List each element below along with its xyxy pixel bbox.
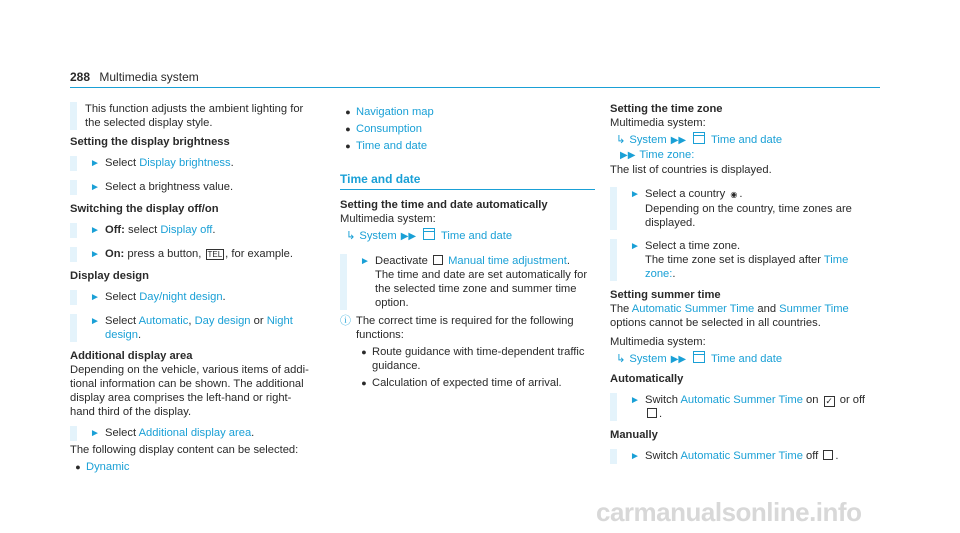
time-and-date-link[interactable]: Time and date xyxy=(710,353,783,365)
menu-path xyxy=(616,351,865,367)
checkbox-empty-icon xyxy=(647,408,657,418)
night-text: Night xyxy=(266,315,293,327)
note-item: Route guidance with time-dependent traffic guidance. xyxy=(372,346,585,372)
step-text: Switch xyxy=(645,450,678,462)
heading-design: Display design xyxy=(70,270,149,282)
path-hook-icon: ↳ xyxy=(346,230,356,242)
step-text: or off xyxy=(839,394,866,406)
note-text: functions: xyxy=(356,329,404,341)
time-zone-link[interactable]: Time zone: xyxy=(639,149,695,161)
design-text: design xyxy=(105,329,138,341)
time-and-date-link[interactable]: Time and date xyxy=(356,140,428,152)
bullet-icon: ● xyxy=(361,347,367,357)
step-additional: ► Select Additional display area. xyxy=(70,426,325,441)
step-arrow-icon: ► xyxy=(90,225,100,236)
step-arrow-icon: ► xyxy=(90,249,100,260)
calendar-icon xyxy=(693,351,705,363)
info-icon: ⓘ xyxy=(340,315,351,327)
info-note xyxy=(340,314,595,393)
forward-icon: ▶▶ xyxy=(670,354,687,365)
time-and-date-link[interactable]: Time and date xyxy=(440,230,513,242)
body-text: The xyxy=(610,303,630,315)
body-line: Multimedia system: xyxy=(610,336,706,348)
body-line: display area comprises the left-hand or right- xyxy=(70,392,292,404)
page-title: Multimedia system xyxy=(99,70,199,84)
forward-icon: ▶▶ xyxy=(400,231,417,242)
note-text: The correct time is required for the following xyxy=(356,315,574,327)
section-title: Time and date xyxy=(340,172,421,186)
heading-summer-time: Setting summer time xyxy=(610,289,721,301)
zone-text: zone: xyxy=(645,268,673,280)
radio-selected-icon: ◉ xyxy=(730,190,738,199)
body-line: Depending on the vehicle, various items of addi- xyxy=(70,364,309,376)
system-link[interactable]: System xyxy=(629,134,667,146)
system-link[interactable]: System xyxy=(629,353,667,365)
forward-icon: ▶▶ xyxy=(670,135,687,146)
step-select-brightness: ► Select Display brightness. xyxy=(70,156,325,171)
step-text: select xyxy=(128,224,158,236)
bullet-icon: ● xyxy=(345,141,351,151)
path-hook-icon: ↳ xyxy=(616,353,626,365)
step-select-country: ► Select a country ◉ . Depending on the country, time zones are displayed. xyxy=(610,187,865,230)
step-text: or xyxy=(253,315,264,327)
navigation-map-link[interactable]: Navigation map xyxy=(356,106,434,118)
step-text: Select a country xyxy=(645,188,726,200)
intro-line: This function adjusts the ambient lighting for xyxy=(85,103,304,115)
dynamic-link[interactable]: Dynamic xyxy=(86,461,130,473)
step-arrow-icon: ► xyxy=(630,189,640,200)
day-design-link[interactable]: Day design xyxy=(194,315,251,327)
intro-note xyxy=(70,102,325,130)
step-text: Select xyxy=(105,291,137,303)
heading-manually: Manually xyxy=(610,429,658,441)
bullet-icon: ● xyxy=(345,107,351,117)
heading-automatically: Automatically xyxy=(610,373,684,385)
display-brightness-link[interactable]: Display brightness xyxy=(139,157,231,169)
checkbox-checked-icon: ✓ xyxy=(825,396,833,406)
body-line: The following display content can be selected: xyxy=(70,444,299,456)
heading-auto-time: Setting the time and date automatically xyxy=(340,199,548,211)
step-text: Select a brightness value. xyxy=(105,181,234,193)
heading-switch: Switching the display off/on xyxy=(70,203,219,215)
step-text: displayed. xyxy=(645,217,696,229)
step-switch-auto: ► Switch Automatic Summer Time on ✓ or off . xyxy=(610,393,865,421)
step-text: press a button, xyxy=(127,248,202,260)
step-text: on xyxy=(806,394,819,406)
time-text: Time xyxy=(823,254,849,266)
body-text: and xyxy=(757,303,777,315)
forward-icon: ▶▶ xyxy=(620,150,636,161)
heading-brightness: Setting the display brightness xyxy=(70,136,230,148)
consumption-link[interactable]: Consumption xyxy=(356,123,422,135)
list-item xyxy=(340,139,595,153)
heading-additional: Additional display area xyxy=(70,350,193,362)
path-hook-icon: ↳ xyxy=(616,134,626,146)
calendar-icon xyxy=(423,228,435,240)
header-rule xyxy=(70,87,880,88)
menu-path xyxy=(616,132,865,163)
step-arrow-icon: ► xyxy=(90,428,100,439)
body-line: Multimedia system: xyxy=(610,117,706,129)
day-night-design-link[interactable]: Day/night design xyxy=(139,291,223,303)
body-line: The list of countries is displayed. xyxy=(610,164,772,176)
time-and-date-link[interactable]: Time and date xyxy=(710,134,783,146)
step-text: the selected time zone and summer time xyxy=(375,283,577,295)
body-line: hand third of the display. xyxy=(70,406,192,418)
heading-time-zone: Setting the time zone xyxy=(610,103,723,115)
step-text: Deactivate xyxy=(375,255,428,267)
bullet-icon: ● xyxy=(75,462,81,472)
step-select-value xyxy=(70,180,325,195)
step-text: Select a time zone. xyxy=(645,240,741,252)
page-number: 288 xyxy=(70,70,91,84)
watermark: carmanualsonline.info xyxy=(596,497,862,527)
additional-display-area-link[interactable]: Additional display area xyxy=(138,427,252,439)
manual-time-adjustment-link[interactable]: Manual time adjustment xyxy=(448,255,567,267)
checkbox-empty-icon xyxy=(823,450,833,460)
step-text: , for example. xyxy=(225,248,293,260)
step-select-zone: ► Select a time zone. The time zone set is displayed after Time zone:. xyxy=(610,239,865,281)
step-text: Select xyxy=(105,315,137,327)
step-text: off xyxy=(806,450,819,462)
step-text: Select xyxy=(105,427,137,439)
checkbox-empty-icon xyxy=(433,255,443,265)
bullet-icon: ● xyxy=(345,124,351,134)
column-3 xyxy=(610,102,865,466)
step-arrow-icon: ► xyxy=(90,182,100,193)
automatic-summer-time-link[interactable]: Automatic Summer Time xyxy=(680,394,803,406)
step-arrow-icon: ► xyxy=(630,241,640,252)
menu-path xyxy=(346,228,595,244)
body-line: Multimedia system: xyxy=(340,213,436,225)
list-item xyxy=(356,345,595,373)
step-design-mode: ► Select Automatic, Day design or Night design. xyxy=(70,314,325,342)
step-arrow-icon: ► xyxy=(630,451,640,462)
step-text: The time and date are set automatically for xyxy=(375,269,588,281)
page-header xyxy=(70,70,199,84)
calendar-icon xyxy=(693,132,705,144)
step-arrow-icon: ► xyxy=(360,256,370,267)
column-1 xyxy=(70,102,325,477)
display-off-link[interactable]: Display off xyxy=(160,224,213,236)
step-text: The time zone set is displayed after xyxy=(645,254,821,266)
step-day-night: ► Select Day/night design. xyxy=(70,290,325,305)
off-label: Off: xyxy=(105,224,125,236)
column-2 xyxy=(340,102,595,393)
step-on xyxy=(70,247,325,262)
step-arrow-icon: ► xyxy=(90,158,100,169)
step-switch-manual: ► Switch Automatic Summer Time off . xyxy=(610,449,865,464)
automatic-summer-time-link[interactable]: Automatic Summer Time xyxy=(680,450,803,462)
step-arrow-icon: ► xyxy=(630,395,640,406)
step-text: Select xyxy=(105,157,137,169)
list-item xyxy=(340,105,595,119)
step-text: Depending on the country, time zones are xyxy=(645,203,852,215)
automatic-link[interactable]: Automatic xyxy=(138,315,189,327)
summer-time-link[interactable]: Summer Time xyxy=(779,303,849,315)
step-arrow-icon: ► xyxy=(90,316,100,327)
body-line: tional information can be shown. The additional xyxy=(70,378,304,390)
tel-button-icon: TEL xyxy=(207,250,223,259)
list-item xyxy=(340,122,595,136)
step-deactivate: ► Deactivate Manual time adjustment. The time and date are set automatically for the selected time zone and summer time option. xyxy=(340,254,595,310)
system-link[interactable]: System xyxy=(359,230,397,242)
step-text: option. xyxy=(375,297,409,309)
body-line xyxy=(610,302,865,316)
body-line: options cannot be selected in all countries. xyxy=(610,317,821,329)
step-off: ► Off: select Display off. xyxy=(70,223,325,238)
note-item: Calculation of expected time of arrival. xyxy=(372,377,562,389)
intro-line: the selected display style. xyxy=(85,117,213,129)
on-label: On: xyxy=(105,248,125,260)
step-arrow-icon: ► xyxy=(90,292,100,303)
list-item xyxy=(356,376,595,390)
list-item xyxy=(70,460,325,474)
step-text: Switch xyxy=(645,394,678,406)
section-rule xyxy=(340,189,595,190)
automatic-summer-time-link[interactable]: Automatic Summer Time xyxy=(631,303,755,315)
bullet-icon: ● xyxy=(361,378,367,388)
